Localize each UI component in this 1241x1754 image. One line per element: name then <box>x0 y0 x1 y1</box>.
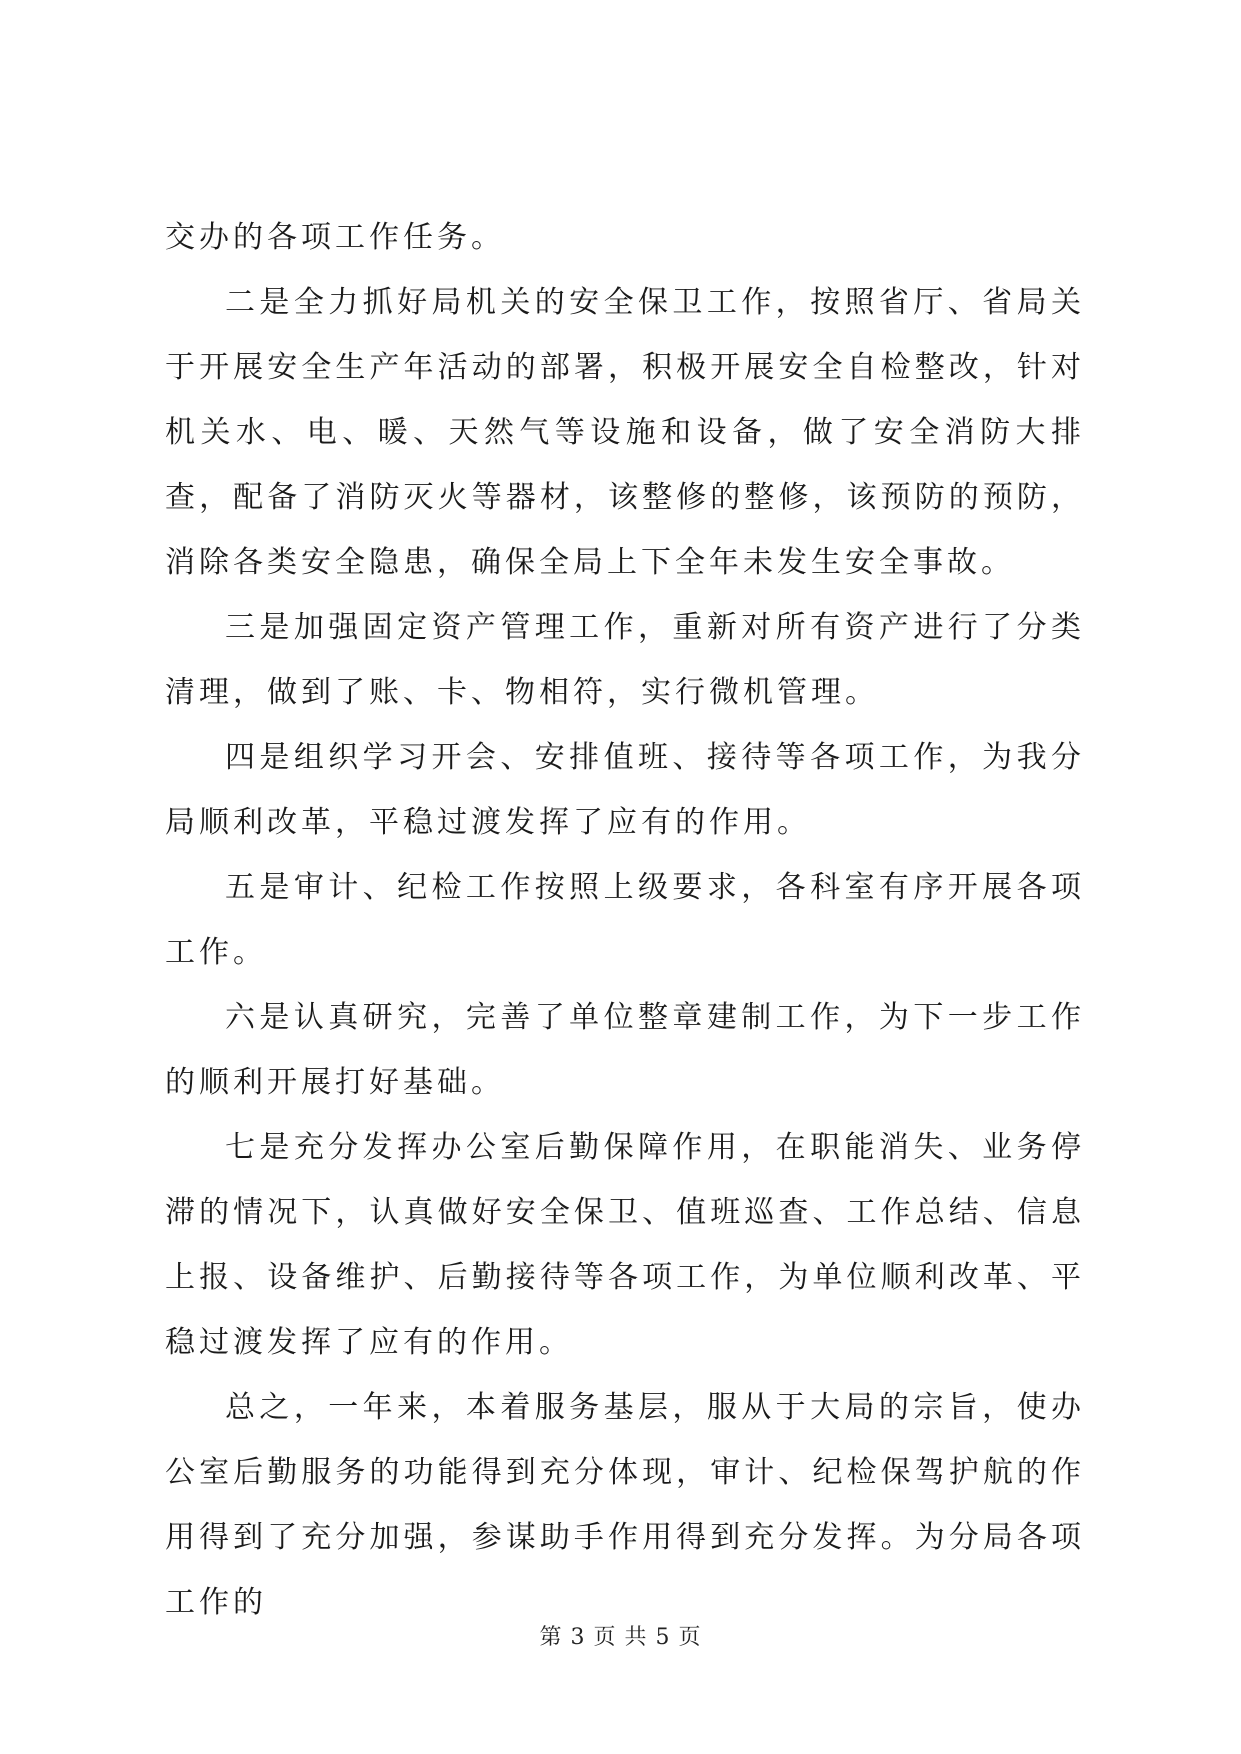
paragraph-safety-security: 二是全力抓好局机关的安全保卫工作，按照省厅、省局关于开展安全生产年活动的部署，积极开展安全自检整改，针对机关水、电、暖、天然气等设施和设备，做了安全消防大排查，配备了消防灭火等器材，该整修的整修，该预防的预防，消除各类安全隐患，确保全局上下全年未发生安全事故。 <box>165 285 1085 580</box>
page-number: 第 3 页 共 5 页 <box>539 1625 702 1650</box>
paragraph-summary: 总之，一年来，本着服务基层，服从于大局的宗旨，使办公室后勤服务的功能得到充分体现，审计、纪检保驾护航的作用得到了充分加强，参谋助手作用得到充分发挥。为分局各项工作的 <box>165 1390 1085 1620</box>
paragraph-logistics: 七是充分发挥办公室后勤保障作用，在职能消失、业务停滞的情况下，认真做好安全保卫、值班巡查、工作总结、信息上报、设备维护、后勤接待等各项工作，为单位顺利改革、平稳过渡发挥了应有的作用。 <box>165 1130 1085 1360</box>
paragraph-regulations: 六是认真研究，完善了单位整章建制工作，为下一步工作的顺利开展打好基础。 <box>165 1000 1085 1100</box>
paragraph-audit-discipline: 五是审计、纪检工作按照上级要求，各科室有序开展各项工作。 <box>165 870 1085 970</box>
paragraph-fixed-assets: 三是加强固定资产管理工作，重新对所有资产进行了分类清理，做到了账、卡、物相符，实行微机管理。 <box>165 610 1085 710</box>
paragraph-continued: 交办的各项工作任务。 <box>165 220 505 255</box>
paragraph-meetings-duty: 四是组织学习开会、安排值班、接待等各项工作，为我分局顺利改革，平稳过渡发挥了应有的作用。 <box>165 740 1085 840</box>
document-body <box>165 205 1085 1635</box>
